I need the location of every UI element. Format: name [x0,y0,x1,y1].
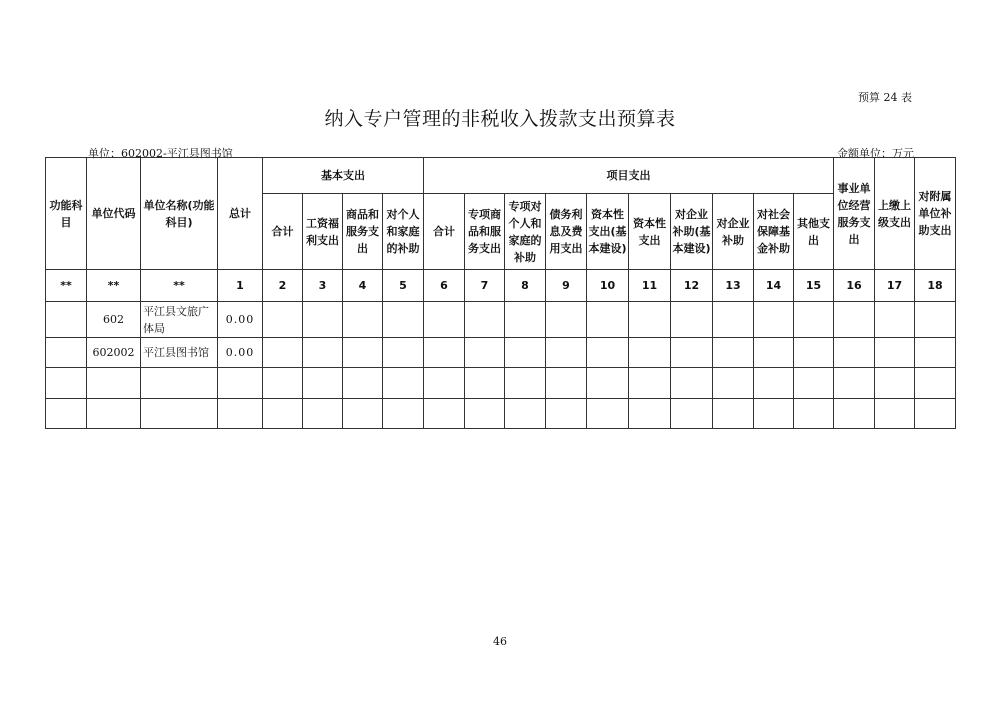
table-number: 预算 24 表 [858,91,912,104]
index-cell: 4 [343,270,383,302]
unit-label: 单位：602002-平江县图书馆 [88,147,233,160]
col-project-6: 资本性支出 [629,194,671,270]
index-cell: 1 [218,270,263,302]
col-project-10: 其他支出 [794,194,834,270]
col-project-2: 专项商品和服务支出 [465,194,505,270]
table-row [46,302,956,338]
index-cell: 2 [263,270,303,302]
index-cell: 6 [424,270,465,302]
col-basic-1: 合计 [263,194,303,270]
index-cell: 14 [754,270,794,302]
col-basic-4: 对个人和家庭的补助 [383,194,424,270]
func-subject-cell [46,302,87,338]
page-title: 纳入专户管理的非税收入拨款支出预算表 [324,108,676,130]
index-cell: 13 [713,270,754,302]
budget-table [45,157,956,429]
col-func-subject: 功能科目 [46,158,87,270]
amount-unit-label: 金额单位：万元 [837,147,914,160]
index-cell: 10 [587,270,629,302]
index-cell: 16 [834,270,875,302]
col-project-1: 合计 [424,194,465,270]
unit-name-cell: 平江县图书馆 [141,338,218,368]
page-number: 46 [493,635,507,648]
table-row-empty [46,399,956,429]
table-row [46,338,956,368]
table-row-empty [46,368,956,399]
index-cell: ** [141,270,218,302]
col-total: 总计 [218,158,263,270]
index-cell: 11 [629,270,671,302]
unit-code-cell: 602 [87,302,141,338]
col-project-9: 对社会保障基金补助 [754,194,794,270]
index-cell: 3 [303,270,343,302]
col-basic-3: 商品和服务支出 [343,194,383,270]
index-cell: 7 [465,270,505,302]
index-cell: 5 [383,270,424,302]
index-cell: 12 [671,270,713,302]
index-cell: ** [46,270,87,302]
col-basic-2: 工资福利支出 [303,194,343,270]
index-cell: 18 [915,270,956,302]
index-cell: 8 [505,270,546,302]
index-cell: 15 [794,270,834,302]
col-unit-name: 单位名称(功能科目) [141,158,218,270]
col-project-5: 资本性支出(基本建设) [587,194,629,270]
total-cell: 0.00 [218,302,263,338]
col-project-4: 债务利息及费用支出 [546,194,587,270]
index-cell: 9 [546,270,587,302]
col-project-8: 对企业补助 [713,194,754,270]
col-unit-code: 单位代码 [87,158,141,270]
col-tail-2: 上缴上级支出 [875,158,915,270]
col-project-3: 专项对个人和家庭的补助 [505,194,546,270]
group-project: 项目支出 [424,158,834,194]
col-project-7: 对企业补助(基本建设) [671,194,713,270]
unit-code-cell: 602002 [87,338,141,368]
index-cell: 17 [875,270,915,302]
index-cell: ** [87,270,141,302]
col-tail-1: 事业单位经营服务支出 [834,158,875,270]
col-tail-3: 对附属单位补助支出 [915,158,956,270]
func-subject-cell [46,338,87,368]
index-row [46,270,956,302]
unit-name-cell: 平江县文旅广体局 [141,302,218,338]
total-cell: 0.00 [218,338,263,368]
group-basic: 基本支出 [263,158,424,194]
